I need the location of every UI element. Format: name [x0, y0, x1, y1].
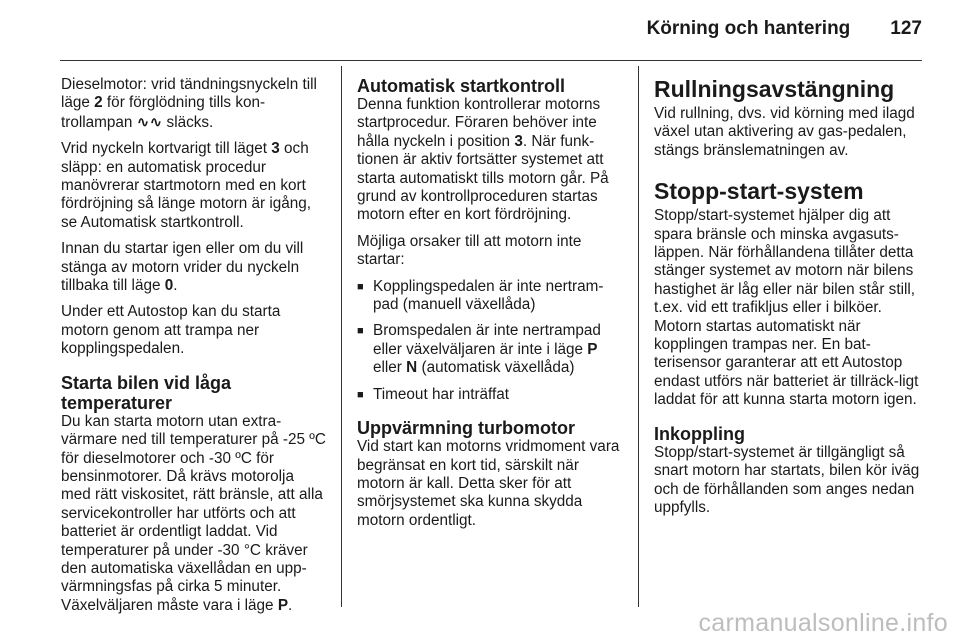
paragraph-glow: Dieselmotor: vrid tändningsnyckeln till läge 2 för förglödning tills kon-trollampan ∿∿ släcks. [61, 76, 317, 131]
paragraph-activation: Stopp/start-systemet är tillgängligt så snart motorn har startats, bilen kör iväg och de förhållanden som anges nedan uppfylls. [654, 443, 920, 516]
column-3 [654, 76, 924, 525]
heading-rolling-cutoff: Rullningsavstängning [654, 76, 895, 102]
causes-list [357, 278, 627, 404]
paragraph-stop-start: Stopp/start-systemet hjälper dig att spara bränsle och minska avgasuts-läppen. När förhållandena tillåter detta stänger systemet av motorn när bilens hastighet är låg eller när bilen står still, t.ex. vid ett trafikljus eller i bilköer. Motorn startas automatiskt när kopplingen trampas ner. En bat-terisensor garanterar att ett Autostop endast utförs när batteriet är tillräck-ligt laddat för att kunna starta motorn igen. [654, 207, 919, 409]
heading-stop-start: Stopp-start-system [654, 178, 864, 205]
paragraph-key-3: Vrid nyckeln kortvarigt till läget 3 och släpp: en automatisk procedur manövrerar startmotorn med en kort fördröjning så länge motorn är igång, se Automatisk startkontroll. [61, 140, 312, 231]
watermark: carmanualsonline.info [698, 609, 948, 637]
paragraph-turbo: Vid start kan motorns vridmoment vara begränsat en kort tid, särskilt när motorn är kall. Detta sker för att smörjsystemet ska kunna skydda motorn ordentligt. [357, 438, 620, 529]
heading-cold-start: Starta bilen vid låga temperaturer [61, 372, 232, 413]
heading-auto-start: Automatisk startkontroll [357, 76, 566, 96]
heading-turbo: Uppvärmning turbomotor [357, 418, 575, 439]
paragraph-key-0: Innan du startar igen eller om du vill stänga av motorn vrider du nyckeln tillbaka till läge 0. [61, 240, 304, 295]
list-item: ■ Timeout har inträffat [357, 386, 627, 404]
paragraph-autostop: Under ett Autostop kan du starta motorn genom att trampa ner kopplingspedalen. [61, 303, 281, 358]
paragraph-causes: Möjliga orsaker till att motorn inte startar: [357, 232, 582, 269]
column-divider-1 [341, 66, 342, 607]
page-header [647, 18, 922, 40]
column-divider-2 [638, 66, 639, 607]
header-rule [60, 60, 922, 61]
heading-activation: Inkoppling [654, 423, 745, 444]
section-title: Körning och hantering [646, 18, 851, 39]
glow-plug-icon: ∿∿ [136, 112, 163, 131]
paragraph-rolling-cutoff: Vid rullning, dvs. vid körning med ilagd växel utan aktivering av gas-pedalen, stängs bränslematningen av. [654, 105, 915, 159]
page-number: 127 [890, 18, 922, 39]
column-1 [61, 76, 327, 623]
column-2 [357, 76, 627, 538]
list-item: ■ Bromspedalen är inte nertrampad eller växelväljaren är inte i läge P eller N (automatisk växellåda) [357, 322, 627, 377]
paragraph-auto-start: Denna funktion kontrollerar motorns startprocedur. Föraren behöver inte hålla nyckeln i position 3. När funk-tionen är aktiv fortsätter systemet att starta automatiskt tills motorn går. På grund av kontrollproceduren startas motorn efter en kort fördröjning. [357, 96, 609, 224]
list-item: ■ Kopplingspedalen är inte nertram-pad (manuell växellåda) [357, 278, 627, 315]
paragraph-cold-start: Du kan starta motorn utan extra-värmare ned till temperaturer på -25 ºC för dieselmotorer och -30 ºC för bensinmotorer. Då krävs motorolja med rätt viskositet, rätt bränsle, att alla servicekontroller har utförts och att batteriet är ordentligt laddat. Vid temperaturer på under -30 °C kräver den automatiska växellådan en upp-värmningsfas på cirka 5 minuter. Växelväljaren måste vara i läge P. [61, 412, 326, 614]
